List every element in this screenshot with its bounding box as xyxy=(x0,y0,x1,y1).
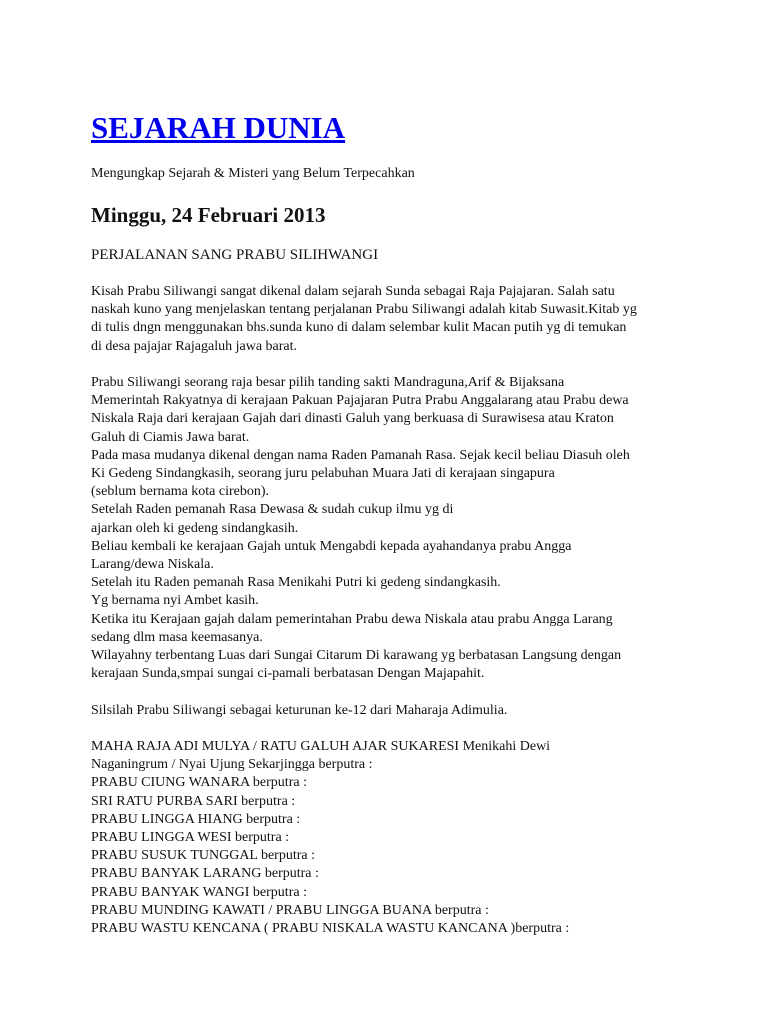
post-text-line: Ketika itu Kerajaan gajah dalam pemerintahan Prabu dewa Niskala atau prabu Angga Larang xyxy=(91,611,613,627)
post-text-line: Wilayahny terbentang Luas dari Sungai Citarum Di karawang yg berbatasan Langsung dengan xyxy=(91,648,622,664)
post-text-line: PRABU BANYAK WANGI berputra : xyxy=(91,884,307,900)
post-text-line: PRABU LINGGA WESI berputra : xyxy=(91,830,290,846)
post-text-line: naskah kuno yang menjelaskan tentang perjalanan Prabu Siliwangi adalah kitab Suwasit.Kitab yg xyxy=(91,302,637,318)
post-text-line: di tulis dngn menggunakan bhs.sunda kuno di dalam selembar kulit Macan putih yg di temukan xyxy=(91,320,627,336)
post-text-line: kerajaan Sunda,smpai sungai ci-pamali berbatasan Dengan Majapahit. xyxy=(91,666,485,682)
post-text-line: PRABU MUNDING KAWATI / PRABU LINGGA BUANA berputra : xyxy=(91,902,489,918)
post-text-line: SRI RATU PURBA SARI berputra : xyxy=(91,793,296,809)
post-text-line: Yg bernama nyi Ambet kasih. xyxy=(91,593,259,609)
post-text-line: Pada masa mudanya dikenal dengan nama Raden Pamanah Rasa. Sejak kecil beliau Diasuh oleh xyxy=(91,447,630,463)
post-text-line: PRABU LINGGA HIANG berputra : xyxy=(91,811,301,827)
post-text-line: Memerintah Rakyatnya di kerajaan Pakuan Pajajaran Putra Prabu Anggalarang atau Prabu dewa xyxy=(91,393,629,409)
post-text-line: Ki Gedeng Sindangkasih, seorang juru pelabuhan Muara Jati di kerajaan singapura xyxy=(91,466,555,482)
post-text-line: Prabu Siliwangi seorang raja besar pilih tanding sakti Mandraguna,Arif & Bijaksana xyxy=(91,375,565,390)
post-text-line: Beliau kembali ke kerajaan Gajah untuk Mengabdi kepada ayahandanya prabu Angga xyxy=(91,538,572,554)
blog-title-link[interactable]: SEJARAH DUNIA xyxy=(91,110,346,145)
post-text-line: PRABU SUSUK TUNGGAL berputra : xyxy=(91,848,315,864)
blog-description: Mengungkap Sejarah & Misteri yang Belum Terpecahkan xyxy=(91,166,415,181)
post-text-line: Niskala Raja dari kerajaan Gajah dari dinasti Galuh yang berkuasa di Surawisesa atau Kraton xyxy=(91,411,614,427)
paragraph-gap xyxy=(91,720,691,738)
post-text-line: PRABU WASTU KENCANA ( PRABU NISKALA WASTU KANCANA )berputra : xyxy=(91,921,570,937)
post-text-line: Setelah Raden pemanah Rasa Dewasa & sudah cukup ilmu yg di xyxy=(91,502,454,518)
post-text-line: Kisah Prabu Siliwangi sangat dikenal dalam sejarah Sunda sebagai Raja Pajajaran. Salah satu xyxy=(91,284,615,299)
post-text-line: PRABU CIUNG WANARA berputra : xyxy=(91,775,307,791)
post-text-line: sedang dlm masa keemasanya. xyxy=(91,629,263,645)
post-text-line: Setelah itu Raden pemanah Rasa Menikahi Putri ki gedeng sindangkasih. xyxy=(91,575,501,591)
post-text-line: Larang/dewa Niskala. xyxy=(91,557,214,573)
post-text-line: di desa pajajar Rajagaluh jawa barat. xyxy=(91,338,298,354)
post-date-header: Minggu, 24 Februari 2013 xyxy=(91,203,326,227)
post-paragraph xyxy=(91,702,691,720)
post-text-line: Naganingrum / Nyai Ujung Sekarjingga berputra : xyxy=(91,757,373,773)
post-text-line: MAHA RAJA ADI MULYA / RATU GALUH AJAR SUKARESI Menikahi Dewi xyxy=(91,739,551,755)
paragraph-gap xyxy=(91,683,691,701)
post-text-line: PRABU BANYAK LARANG berputra : xyxy=(91,866,319,882)
post-paragraph xyxy=(91,283,691,356)
post-paragraph xyxy=(91,738,691,938)
post-body xyxy=(91,283,691,938)
post-text-line: Galuh di Ciamis Jawa barat. xyxy=(91,429,250,445)
post-text-line: (seblum bernama kota cirebon). xyxy=(91,484,270,500)
post-text-line: ajarkan oleh ki gedeng sindangkasih. xyxy=(91,520,299,536)
paragraph-gap xyxy=(91,356,691,374)
post-text-line: Silsilah Prabu Siliwangi sebagai keturunan ke-12 dari Maharaja Adimulia. xyxy=(91,702,508,718)
post-paragraph xyxy=(91,374,691,683)
post-title: PERJALANAN SANG PRABU SILIHWANGI xyxy=(91,247,379,263)
